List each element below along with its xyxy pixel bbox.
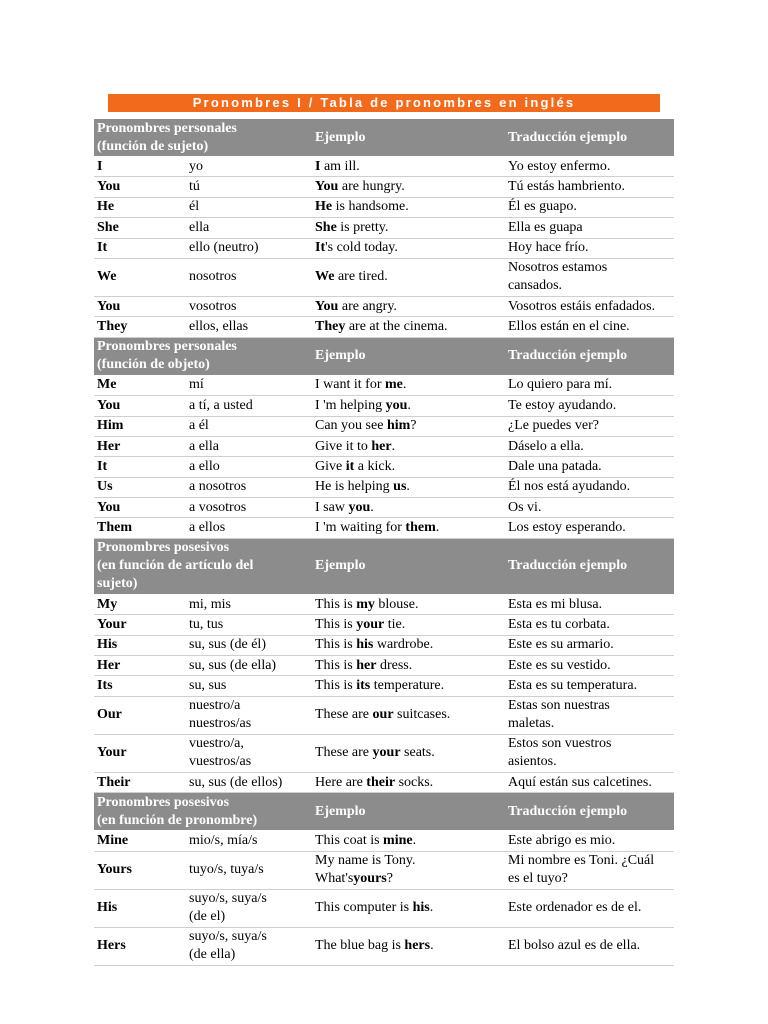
table-row: [94, 157, 674, 177]
example-highlight: your: [372, 745, 401, 761]
example-cell: [312, 375, 505, 395]
meaning-cell: a ella: [186, 436, 312, 456]
example-text: .: [391, 438, 396, 454]
meaning-cell: tu, tus: [186, 615, 312, 635]
example-text: am ill.: [320, 158, 360, 174]
table-row: [94, 851, 674, 889]
pronoun-cell: Your: [94, 734, 186, 772]
example-cell: [312, 656, 505, 676]
table-row: [94, 676, 674, 696]
example-cell: [312, 477, 505, 497]
meaning-cell: a vosotros: [186, 498, 312, 518]
example-text: This is: [315, 596, 357, 612]
section-header-row: [94, 337, 674, 375]
pronoun-cell: It: [94, 457, 186, 477]
example-cell: [312, 772, 505, 792]
pronoun-cell: They: [94, 317, 186, 337]
example-highlight: She: [315, 219, 337, 235]
example-cell: [312, 296, 505, 316]
example-highlight: yours: [353, 871, 387, 887]
example-text: .: [412, 832, 417, 848]
meaning-cell: ello (neutro): [186, 238, 312, 258]
pronoun-cell: He: [94, 197, 186, 217]
translation-cell: Los estoy esperando.: [505, 518, 674, 538]
example-highlight: your: [356, 616, 385, 632]
example-highlight: her: [371, 438, 392, 454]
translation-cell: Vosotros estáis enfadados.: [505, 296, 674, 316]
meaning-cell: él: [186, 197, 312, 217]
example-text: .: [370, 499, 374, 515]
section-header-example: Ejemplo: [312, 119, 505, 157]
example-cell: [312, 177, 505, 197]
example-text: I want it for: [315, 377, 385, 393]
meaning-cell: su, sus (de ella): [186, 656, 312, 676]
example-text: .: [430, 938, 434, 954]
pronoun-cell: She: [94, 218, 186, 238]
pronoun-cell: Your: [94, 615, 186, 635]
pronoun-cell: Him: [94, 416, 186, 436]
example-text: Here are: [315, 774, 367, 790]
meaning-cell: mí: [186, 375, 312, 395]
table-row: [94, 317, 674, 337]
example-highlight: him: [386, 418, 411, 434]
example-text: This is: [315, 616, 357, 632]
example-text: .: [435, 520, 440, 536]
meaning-cell: ellos, ellas: [186, 317, 312, 337]
example-cell: [312, 927, 505, 965]
translation-cell: Este ordenador es de el.: [505, 889, 674, 927]
meaning-cell: nosotros: [186, 258, 312, 296]
example-text: tie.: [384, 616, 406, 632]
example-highlight: us: [393, 479, 407, 495]
meaning-cell: ella: [186, 218, 312, 238]
example-cell: [312, 615, 505, 635]
example-highlight: I: [315, 158, 321, 174]
meaning-cell: tú: [186, 177, 312, 197]
example-cell: [312, 831, 505, 851]
example-cell: [312, 518, 505, 538]
table-row: [94, 396, 674, 416]
example-text: The blue bag is: [315, 938, 405, 954]
translation-cell: Estas son nuestras maletas.: [505, 696, 674, 734]
meaning-cell: vosotros: [186, 296, 312, 316]
translation-cell: Tú estás hambriento.: [505, 177, 674, 197]
example-text: .: [402, 377, 407, 393]
table-row: [94, 296, 674, 316]
pronoun-cell: You: [94, 498, 186, 518]
translation-cell: Este es su armario.: [505, 635, 674, 655]
pronoun-cell: Me: [94, 375, 186, 395]
translation-cell: Hoy hace frío.: [505, 238, 674, 258]
example-cell: [312, 396, 505, 416]
meaning-cell: su, sus (de él): [186, 635, 312, 655]
table-row: [94, 218, 674, 238]
pronoun-cell: You: [94, 177, 186, 197]
example-text: dress.: [376, 657, 413, 673]
pronoun-cell: It: [94, 238, 186, 258]
section-header-title: Pronombres posesivos (en función de artículo del sujeto): [94, 538, 312, 594]
table-row: [94, 615, 674, 635]
meaning-cell: tuyo/s, tuya/s: [186, 851, 312, 889]
example-highlight: his: [356, 637, 374, 653]
pronoun-cell: Yours: [94, 851, 186, 889]
example-cell: [312, 157, 505, 177]
table-row: [94, 635, 674, 655]
pronoun-cell: Their: [94, 772, 186, 792]
example-text: Give: [315, 458, 346, 474]
example-highlight: We: [315, 269, 335, 285]
meaning-cell: vuestro/a, vuestros/as: [186, 734, 312, 772]
section-header-row: [94, 119, 674, 157]
translation-cell: Mi nombre es Toni. ¿Cuál es el tuyo?: [505, 851, 674, 889]
pronoun-cell: Our: [94, 696, 186, 734]
meaning-cell: a él: [186, 416, 312, 436]
example-text: I 'm helping: [315, 397, 386, 413]
table-row: [94, 238, 674, 258]
example-highlight: you: [348, 499, 371, 515]
translation-cell: Nosotros estamos cansados.: [505, 258, 674, 296]
translation-cell: Ellos están en el cine.: [505, 317, 674, 337]
translation-cell: Él nos está ayudando.: [505, 477, 674, 497]
example-text: These are: [315, 745, 373, 761]
translation-cell: Os vi.: [505, 498, 674, 518]
section-header-translation: Traducción ejemplo: [505, 538, 674, 594]
section-header-translation: Traducción ejemplo: [505, 793, 674, 831]
section-header-row: [94, 793, 674, 831]
translation-cell: Estos son vuestros asientos.: [505, 734, 674, 772]
example-highlight: their: [366, 774, 396, 790]
table-row: [94, 927, 674, 965]
meaning-cell: suyo/s, suya/s (de el): [186, 889, 312, 927]
translation-cell: Yo estoy enfermo.: [505, 157, 674, 177]
translation-cell: Te estoy ayudando.: [505, 396, 674, 416]
translation-cell: Esta es tu corbata.: [505, 615, 674, 635]
section-header-example: Ejemplo: [312, 793, 505, 831]
pronoun-cell: Them: [94, 518, 186, 538]
example-highlight: He: [315, 199, 333, 215]
example-cell: [312, 416, 505, 436]
translation-cell: Él es guapo.: [505, 197, 674, 217]
example-text: seats.: [400, 745, 435, 761]
example-cell: [312, 197, 505, 217]
meaning-cell: mi, mis: [186, 594, 312, 614]
example-cell: [312, 594, 505, 614]
example-text: This is: [315, 678, 357, 694]
page-title: Pronombres I / Tabla de pronombres en inglés: [108, 94, 660, 112]
table-row: [94, 889, 674, 927]
example-text: are hungry.: [338, 179, 405, 195]
example-cell: [312, 734, 505, 772]
example-highlight: you: [385, 397, 408, 413]
example-cell: [312, 851, 505, 889]
example-text: This is: [315, 637, 357, 653]
example-cell: [312, 457, 505, 477]
translation-cell: Ella es guapa: [505, 218, 674, 238]
pronoun-cell: Her: [94, 656, 186, 676]
table-row: [94, 734, 674, 772]
example-text: I 'm waiting for: [315, 520, 406, 536]
example-highlight: our: [372, 707, 394, 723]
meaning-cell: suyo/s, suya/s (de ella): [186, 927, 312, 965]
example-text: are angry.: [338, 298, 397, 314]
example-text: ?: [386, 871, 393, 887]
example-text: are tired.: [334, 269, 388, 285]
example-cell: [312, 498, 505, 518]
example-text: This is: [315, 657, 357, 673]
table-row: [94, 498, 674, 518]
example-highlight: It: [315, 240, 326, 256]
pronoun-cell: We: [94, 258, 186, 296]
pronoun-cell: Us: [94, 477, 186, 497]
translation-cell: Esta es mi blusa.: [505, 594, 674, 614]
meaning-cell: a ello: [186, 457, 312, 477]
example-highlight: his: [412, 900, 430, 916]
translation-cell: Lo quiero para mí.: [505, 375, 674, 395]
example-text: .: [406, 479, 410, 495]
example-highlight: its: [356, 678, 371, 694]
example-text: temperature.: [370, 678, 445, 694]
example-text: a kick.: [354, 458, 396, 474]
example-cell: [312, 889, 505, 927]
example-text: This computer is: [315, 900, 413, 916]
pronoun-cell: Hers: [94, 927, 186, 965]
table-row: [94, 477, 674, 497]
table-row: [94, 457, 674, 477]
example-highlight: You: [315, 298, 339, 314]
example-text: is handsome.: [332, 199, 409, 215]
pronoun-cell: Her: [94, 436, 186, 456]
translation-cell: Aquí están sus calcetines.: [505, 772, 674, 792]
example-cell: [312, 635, 505, 655]
section-header-translation: Traducción ejemplo: [505, 337, 674, 375]
meaning-cell: a tí, a usted: [186, 396, 312, 416]
translation-cell: Este abrigo es mio.: [505, 831, 674, 851]
pronoun-cell: His: [94, 889, 186, 927]
pronoun-cell: I: [94, 157, 186, 177]
translation-cell: Este es su vestido.: [505, 656, 674, 676]
meaning-cell: a nosotros: [186, 477, 312, 497]
example-cell: [312, 238, 505, 258]
example-highlight: mine: [383, 832, 413, 848]
meaning-cell: yo: [186, 157, 312, 177]
table-row: [94, 831, 674, 851]
meaning-cell: mio/s, mía/s: [186, 831, 312, 851]
example-cell: [312, 317, 505, 337]
translation-cell: Dáselo a ella.: [505, 436, 674, 456]
pronouns-table: [94, 119, 674, 966]
example-text: are at the cinema.: [345, 319, 448, 335]
example-highlight: them: [405, 520, 436, 536]
example-text: ?: [410, 418, 417, 434]
section-header-row: [94, 538, 674, 594]
pronoun-cell: You: [94, 296, 186, 316]
translation-cell: ¿Le puedes ver?: [505, 416, 674, 436]
example-highlight: it: [345, 458, 355, 474]
example-cell: [312, 676, 505, 696]
example-text: is pretty.: [336, 219, 389, 235]
example-text: .: [429, 900, 434, 916]
example-text: wardrobe.: [373, 637, 434, 653]
pronoun-cell: Mine: [94, 831, 186, 851]
table-row: [94, 375, 674, 395]
pronouns-table-body: [94, 119, 674, 965]
table-row: [94, 656, 674, 676]
section-header-example: Ejemplo: [312, 337, 505, 375]
translation-cell: Dale una patada.: [505, 457, 674, 477]
section-header-example: Ejemplo: [312, 538, 505, 594]
example-text: suitcases.: [393, 707, 451, 723]
table-row: [94, 594, 674, 614]
table-row: [94, 197, 674, 217]
meaning-cell: nuestro/a nuestros/as: [186, 696, 312, 734]
section-header-title: Pronombres posesivos (en función de pronombre): [94, 793, 312, 831]
example-highlight: her: [356, 657, 377, 673]
table-row: [94, 772, 674, 792]
example-text: socks.: [395, 774, 434, 790]
example-text: My name is Tony. What's: [315, 853, 416, 887]
example-text: 's cold today.: [325, 240, 398, 256]
table-row: [94, 258, 674, 296]
pronoun-cell: Its: [94, 676, 186, 696]
table-row: [94, 518, 674, 538]
example-highlight: They: [315, 319, 346, 335]
example-cell: [312, 436, 505, 456]
example-text: blouse.: [374, 596, 419, 612]
example-cell: [312, 258, 505, 296]
example-text: Can you see: [315, 418, 387, 434]
translation-cell: El bolso azul es de ella.: [505, 927, 674, 965]
meaning-cell: su, sus: [186, 676, 312, 696]
section-header-title: Pronombres personales (función de sujeto): [94, 119, 312, 157]
section-header-title: Pronombres personales (función de objeto): [94, 337, 312, 375]
example-highlight: me: [384, 377, 403, 393]
pronoun-cell: His: [94, 635, 186, 655]
example-text: Give it to: [315, 438, 372, 454]
example-highlight: hers: [404, 938, 431, 954]
example-text: These are: [315, 707, 373, 723]
table-row: [94, 416, 674, 436]
section-header-translation: Traducción ejemplo: [505, 119, 674, 157]
pronoun-cell: You: [94, 396, 186, 416]
table-row: [94, 177, 674, 197]
example-text: .: [407, 397, 411, 413]
example-highlight: You: [315, 179, 339, 195]
table-row: [94, 696, 674, 734]
example-text: I saw: [315, 499, 349, 515]
pronoun-cell: My: [94, 594, 186, 614]
meaning-cell: su, sus (de ellos): [186, 772, 312, 792]
translation-cell: Esta es su temperatura.: [505, 676, 674, 696]
example-text: He is helping: [315, 479, 394, 495]
meaning-cell: a ellos: [186, 518, 312, 538]
table-row: [94, 436, 674, 456]
example-cell: [312, 696, 505, 734]
example-text: This coat is: [315, 832, 384, 848]
example-highlight: my: [356, 596, 375, 612]
example-cell: [312, 218, 505, 238]
